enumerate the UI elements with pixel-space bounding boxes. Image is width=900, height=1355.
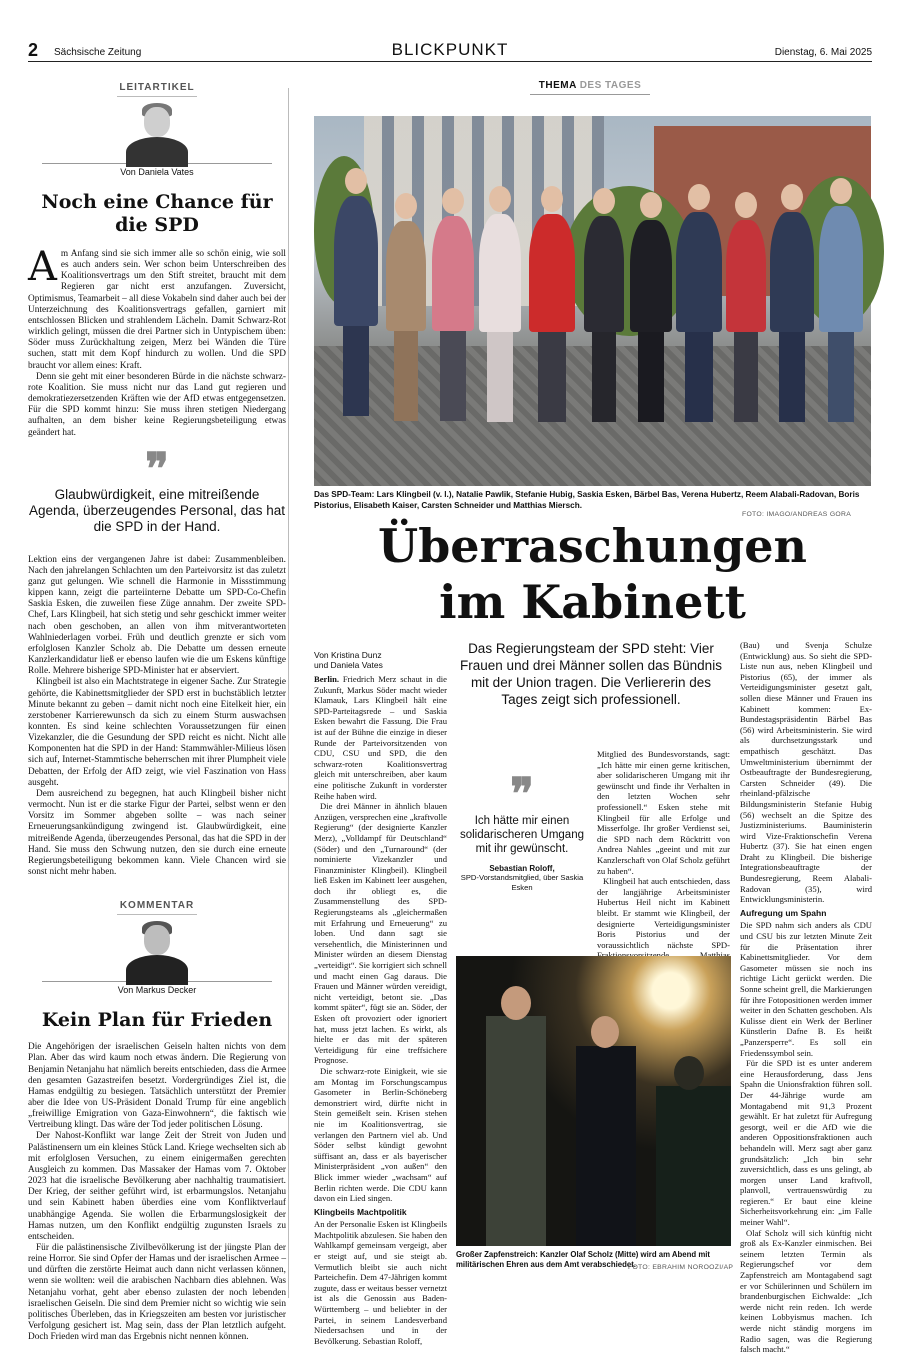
article-para-6: Klingbeil hat auch entschieden, dass der langjährige Arbeitsminister Hubertus Heil nicht im Kabinett bleibt. Er stammt wie Klingbeil, der designierte Verteidigungsminister Boris Pistorius und der voraussichtlich nächste SPD- [597, 876, 730, 950]
article-subhead-1: Klingbeils Machtpolitik [314, 1206, 407, 1217]
leitartikel-body-continued [28, 555, 286, 879]
thema-des-tages-label [520, 80, 660, 95]
leitartikel-byline: Von Daniela Vates [42, 163, 272, 177]
kommentar-para-3: Für die palästinensische Zivilbevölkerung ist der jüngste Plan der reine Horror. Sie sind Opfer der Hamas und der israelischen Armee – und dürften die zerstörte Heimat auch dann nicht verlassen können, wenn sie wollten: weil die arabischen Nachbarn dies ablehnen. Was Netanjahu vorhat, geht aber ebenso zulasten der noch lebenden israelischen Geiseln. Die sind dem Premier nicht so wichtig wie sein politisches Überleben, das in Kriegszeiten am besten vor juristischer Verfolgung gesichert ist. Mag sein, dass der Plan letztlich aufgeht. Doch Frieden wird man das Ergebnis nicht nennen können. [28, 1243, 286, 1343]
article-intro: Das Regierungsteam der SPD steht: Vier Frauen und drei Männer sollen das Bündnis mit der Union tragen. Die Verliererin des Tages zeigt sich professionell. [460, 641, 722, 707]
column-divider [288, 88, 289, 1298]
pull-quote-name: Sebastian Roloff, [489, 864, 555, 873]
zapfenstreich-credit: FOTO: EBRAHIM NOROOZI/AP [628, 1264, 734, 1271]
kommentar-byline: Von Markus Decker [42, 981, 272, 995]
article-para-10: Olaf Scholz will sich künftig nicht groß als Ex-Kanzler einmischen. Bei seinem letzten Termin als Regierungschef vor dem Zapfenstreich am Montagabend sagt er vor Schülerinnen und Schülern im brandenburgischen Eichwalde: „Ich werde nicht rein reden. Ich werde keinen Lobbyismus machen. Ich werde nicht ständig morgens im Radio sagen, was die Regierung falsch macht.“ [740, 1227, 872, 1355]
kommentar-headline: Kein Plan für Frieden [41, 1009, 273, 1032]
kommentar-para-2: Der Nahost-Konflikt war lange Zeit der Streit von Juden und Palästinensern um ein kleines Stück Land. Kriege wechselten sich ab mit erfolglosen Versuchen, zu einem einigermaßen gerechten Ausgleich zu kommen. Das Massaker der Hamas vom 7. Oktober 2023 hat die israelische Bevölkerung aber nachhaltig traumatisiert. Der Krieg, der seither geführt wird, ist erbarmungslos. Netanjahu und sein Kabinett haben überdies eine vom Konfliktverlauf unabhängige Agenda. Sie wollen die Erbarmungslosigkeit der Hamas nutzen, um den Konflikt endgültig zugunsten Israels zu entscheiden. [28, 1131, 286, 1242]
kommentar-para-1: Die Angehörigen der israelischen Geiseln halten nichts von dem Plan. Aber das wird kaum noch etwas ändern. Die Regierung von Benjamin Netanjahu hat nämlich bereits entschieden, dass die Armee den gesamten Gazastreifen besetzt. Vordergründiges Ziel ist, die Hamas endgültig zu besiegen. Tatsächlich unterstützt der Premier aber die Idee von US-Präsident Donald Trump für eine angeblich „freiwillige Emigration von Gaza-Einwohnern“, die faktisch wie Vertreibung klingt. Das wäre der Tod jeder politischen Lösung. [28, 1042, 286, 1131]
article-para-2: Die drei Männer in ähnlich blauen Anzügen, versprechen eine „kraftvolle Regierung“ (der designierte Kanzler Merz), „Volldampf für Deutschland“ (Söder) und den „Turnaround“ (der nominierte Vizekanzler und Finanzminister Klingbeil). Klingbeil ließ Esken im Kabinett leer ausgehen, doch ihr obliegt es, die Zusammenstellung des SPD-Regierungsteams als „gleichermaßen mit Erfahrung und Erneuerung“ zu loben. Und dann sagt sie versehentlich, die Ministerinnen und Minister würden an diesem Dienstag „verteidigt“. Sie korrigiert sich schnell und macht einen Gag daraus. Die Frauen und Männer würden vereidigt, nicht verteidigt, betont sie. „Das kommt später“, fügt sie an. Söder, der Esken oft provoziert oder ignoriert hat, muss jetzt lachen. Es wirkt, als hielte er das mit der späteren Verteidigung für eine treffsichere Prognose. [314, 801, 447, 1066]
masthead [28, 0, 872, 62]
main-headline [314, 518, 871, 630]
drop-cap: A [28, 244, 57, 290]
main-photo-caption-text: Das SPD-Team: Lars Klingbeil (v. l.), Natalie Pawlik, Stefanie Hubig, Saskia Esken, Bärbel Bas, Verena Hubertz, Reem Alabali-Radovan, Boris Pistorius, Elisabeth Kaiser, Carsten Schneider und Matthias Miersch. [314, 490, 860, 510]
main-photo-spd-team [314, 116, 871, 486]
article-column-1 [314, 674, 447, 1346]
quote-mark-icon: ❞ [145, 443, 169, 495]
opinion-column [28, 62, 286, 1343]
thema-divider [530, 94, 650, 95]
zapfenstreich-caption-text: Großer Zapfenstreich: Kanzler Olaf Scholz (Mitte) wird am Abend mit militärischen Ehren aus dem Amt verabschiedet. [456, 1250, 711, 1269]
article-pull-quote [457, 769, 587, 892]
article-byline-line-1: Von Kristina Dunz [314, 650, 382, 660]
main-headline-line-2: im Kabinett [439, 575, 746, 629]
article-para-9: Für die SPD ist es unter anderem eine Herausforderung, dass Jens Spahn die Unionsfraktion führen soll. Der 44-Jährige wurde am Montagabend mit 91,3 Prozent gewählt. Er hat zuletzt für Aufregung gesorgt, weil er die AfD wie die anderen Oppositionsfraktionen auch behandeln will. Merz sagt aber ganz grundsätzlich: „Ich bin sehr zuversichtlich, dass es uns gelingt, ab morgen unser Land kraftvoll, planvoll, vertrauenswürdig zu regieren.“ Er baut eine kleine Sicherheitsvorkehrung ein: „im Falle meiner Wahl“. [740, 1058, 872, 1228]
section-title: BLICKPUNKT [391, 40, 509, 59]
leitartikel-kicker: LEITARTIKEL [119, 82, 195, 93]
page-number: 2 [28, 40, 39, 60]
leitartikel-para-4: Klingbeil ist also ein Machtstratege in eigener Sache. Zur Strategie gehörte, die Kabinettsmitglieder der SPD erst in buchstäblich letzter Minute bekannt zu geben – damit nicht noch eine Eitelkeit hier, ein zerstobener Karrierewunsch da sich zu einem Sturm auswachsen konnten. Es sind keine schlechten Voraussetzungen für einen Vizekanzler, die die Gesundung der SPD reicht es nicht. Nicht alle Komponenten hat die SPD in der Hand: Stammwähler-Milieus lösen sich auf, Internet-Stammtische beherrschen mit ihrer Plumpheit viele Debatten, der Erfolg der AfD zeigt, wie viel Faszination von Hass ausgeht. [28, 677, 286, 788]
thema-label-accent: DES TAGES [579, 80, 642, 91]
article-column-3 [740, 640, 872, 1355]
leitartikel-body [28, 244, 286, 439]
leitartikel-pull-quote: Glaubwürdigkeit, eine mitreißende Agenda, überzeugendes Personal, das hat die SPD in der Hand. [29, 486, 285, 534]
pull-quote-role: SPD-Vorstandsmitglied, über Saskia Esken [460, 873, 584, 892]
kommentar-body [28, 1042, 286, 1343]
article-para-1: Friedrich Merz schaut in die Zukunft, Markus Söder macht wieder Klamauk, Lars Klingbeil hält eine SPD-Parteitagsrede – und Saskia Esken bewahrt die Fassung. Die Frau ist auf der Bühne die einzige in dieser Runde der Parteivorsitzenden von CDU, CSU und SPD, die den schwarz-roten Koalitionsvertrag gleich mit unterschreiben, aber kaum eine politische Zukunft in vorderster Reihe haben wird. [314, 674, 447, 801]
quote-mark-icon: ❞ [510, 769, 534, 820]
kicker-divider [117, 96, 197, 97]
article-byline [314, 650, 444, 670]
article-para-5: Mitglied des Bundesvorstands, sagt: „Ich hätte mir einen gerne kritischen, aber solidarischeren Umgang mit ihr gewünscht und finde ihr Verhalten in den letzten Wochen sehr professionell.“ Esken stehe mit Klingbeil für alle Erfolge und Misserfolge. Ihr großer Verdienst sei, die SPD nach dem Rücktritt von Andrea Nahles „geeint und mit zur Kanzlerschaft von Olaf Scholz geführt zu haben“. [597, 749, 730, 876]
author-portrait-vates [122, 103, 192, 163]
article-byline-line-2: und Daniela Vates [314, 660, 383, 670]
article-para-8: Die SPD nahm sich anders als CDU und CSU bis zur letzten Minute Zeit für die Präsentation ihrer Kabinettsmitglieder. Vor dem Gasometer müssen sie noch ins richtige Licht gerückt werden. Die Sonne scheint grell, die Markierungen für ihre Fotopositionen werden immer weiter in den Schatten geschoben. Als Kulisse dient ein Werk der Berliner Künstlerin Dafne B. Es heißt „Panzersperre“. Es soll ein Friedenssymbol sein. [740, 920, 872, 1058]
leitartikel-pull-quote-block [28, 443, 286, 535]
leitartikel-para-5: Dem ausreichend zu begegnen, hat auch Klingbeil bisher nicht vermocht. Nun ist er die starke Figur der Partei, selbst wenn er den Vorsitz im Sommer abgeben sollte – was nach seiner Erneuerungsankündigung zwingend ist. Glaubwürdigkeit, eine mitreißende Agenda, überzeugendes Personal, das hat die SPD in der Hand. Sie muss den Schwung nutzen, den sie durch eine erneute Regierungsbeteiligung bekommen kann. Viele Chancen wird sie sonst nicht mehr haben. [28, 788, 286, 878]
author-portrait-decker [122, 921, 192, 981]
main-photo-credit: FOTO: IMAGO/ANDREAS GORA [742, 511, 852, 518]
main-headline-line-1: Überraschungen [378, 519, 807, 573]
leitartikel-para-3: Lektion eins der vergangenen Jahre ist dabei: Zusammenbleiben. Nach den jahrelangen Schlachten um den Parteivorsitz ist das zuletzt ganz gut gelungen. Wie schnell die Harmonie in Missstimmung kippen kann, zeigt die parteiinterne Debatte um SPD-Co-Chefin Saskia Esken, die zuweilen fiese Züge annahm. Der zweite SPD-Chef, Lars Klingbeil, hat sich stetig und sehr geschickt immer weiter nach oben geschoben, an allen von ihm mitverantworteten Wahlniederlagen vorbei. Früh und deutlich grenzte er sich vom erfolglosen Kanzler Scholz ab. Die Debatte um dessen erneute Kanzlerkandidatur ließ er ebenso laufen wie die um Eskens künftige Rolle. Mehrere bisherige SPD-Minister hat er abserviert. [28, 554, 286, 677]
pull-quote-text: Ich hätte mir einen solidarischeren Umgang mit ihr gewünscht. [459, 815, 584, 855]
article-dateline: Berlin. [314, 674, 340, 684]
article-para-4: An der Personalie Esken ist Klingbeils Machtpolitik abzulesen. Sie haben den Wahlkampf gemeinsam vergeigt, aber er steigt auf, und sie steigt ab. Vermutlich bleibt sie auch nicht Parteichefin. Dem 47-Jährigen kommt zugute, dass er weitaus besser vernetzt ist als die Genossin aus Baden-Württemberg – und beliebter in der Partei, in seinem Landesverband Niedersachsen und in der Bevölkerung. Sebastian Roloff, [314, 1219, 447, 1346]
article-subhead-2: Aufregung um Spahn [740, 907, 827, 918]
leitartikel-para-2: Denn sie geht mit einer besonderen Bürde in die nächste schwarz-rote Koalition. Sie muss nicht nur das Land gut regieren und demokratiezersetzenden Kräften wie der AfD etwas entgegensetzen. Für die SPD kommt hinzu: Sie muss ihren stetigen Niedergang aufhalten, an dem bisher keine Regierungsbeteiligung etwas geändert hat. [28, 371, 286, 438]
kicker-divider [117, 914, 197, 915]
zapfenstreich-photo [456, 956, 731, 1246]
leitartikel-para-1: m Anfang sind sie sich immer alle so schön einig, wie soll es auch anders sein. Wer schon beim Unterschreiben des Koalitionsvertrags um den Stift streitet, braucht mit dem Regieren gar nicht erst anzufangen. Zuversicht, Optimismus, Teamarbeit – all diese Vokabeln sind daher auch bei der Unterzeichnung des Koalitionsvertrags gefallen, garniert mit entschlossen Blicken und strahlendem Lächeln. Damit Schwarz-Rot wirklich gelingt, müssen die drei Partner sich in Untypischem üben: Söder muss Zurückhaltung zeigen, Merz bei Wänden die Türe suchen, statt mit dem Kopf hindurch zu wollen. Und die SPD braucht vor allem eines: Kraft. [28, 249, 286, 371]
kommentar-kicker: KOMMENTAR [119, 900, 195, 912]
leitartikel-headline: Noch eine Chance für die SPD [41, 191, 273, 236]
publication-date: Dienstag, 6. Mai 2025 [774, 47, 872, 58]
paper-name: Sächsische Zeitung [54, 47, 142, 58]
main-photo-caption [314, 490, 871, 511]
thema-label-bold: THEMA [538, 80, 577, 91]
article-para-3: Die schwarz-rote Einigkeit, wie sie am Montag im Forschungscampus Gasometer in Berlin-Schöneberg demonstriert wird, dürfte nicht in Stein gemeißelt sein. Krisen stehen nie im Koalitionsvertrag, sie verlangen den Partnern viel ab. Und Söder selbst kündigt gewohnt süffisant an, dass er als bayerischer Ministerpräsident „von außen“ den Blick immer wieder „wachsam“ auf Berlin richten werde. Die CDU kann davon ein Lied singen. [314, 1065, 447, 1204]
article-para-7: (Bau) und Svenja Schulze (Entwicklung) aus. So sieht die SPD-Liste nun aus, neben Klingbeil und Pistorius (65), der immer als Verteidigungsminister gesetzt galt, sollen diese Männer und Frauen ins Kabinett kommen: Ex-Bundestagspräsidentin Bärbel Bas (56) wird Arbeitsministerin. Sie wird als durchsetzungsstark und empathisch geschätzt. Das Umweltministerium übernimmt der Ostbeauftragte der Bundesregierung, Carsten Schneider (49). Die rheinland-pfälzische Bildungsministerin Stefanie Hubig (56) wechselt an die Spitze des Justizministeriums. Bauministerin wird Vize-Fraktionschefin Verena Hubertz (37). Sie hat einen engen Draht zu Klingbeil. Die bisherige Integrationsbeauftragte der Bundesregierung, Reem Alabali-Radovan (35), wird Entwicklungsministerin. [740, 640, 872, 905]
